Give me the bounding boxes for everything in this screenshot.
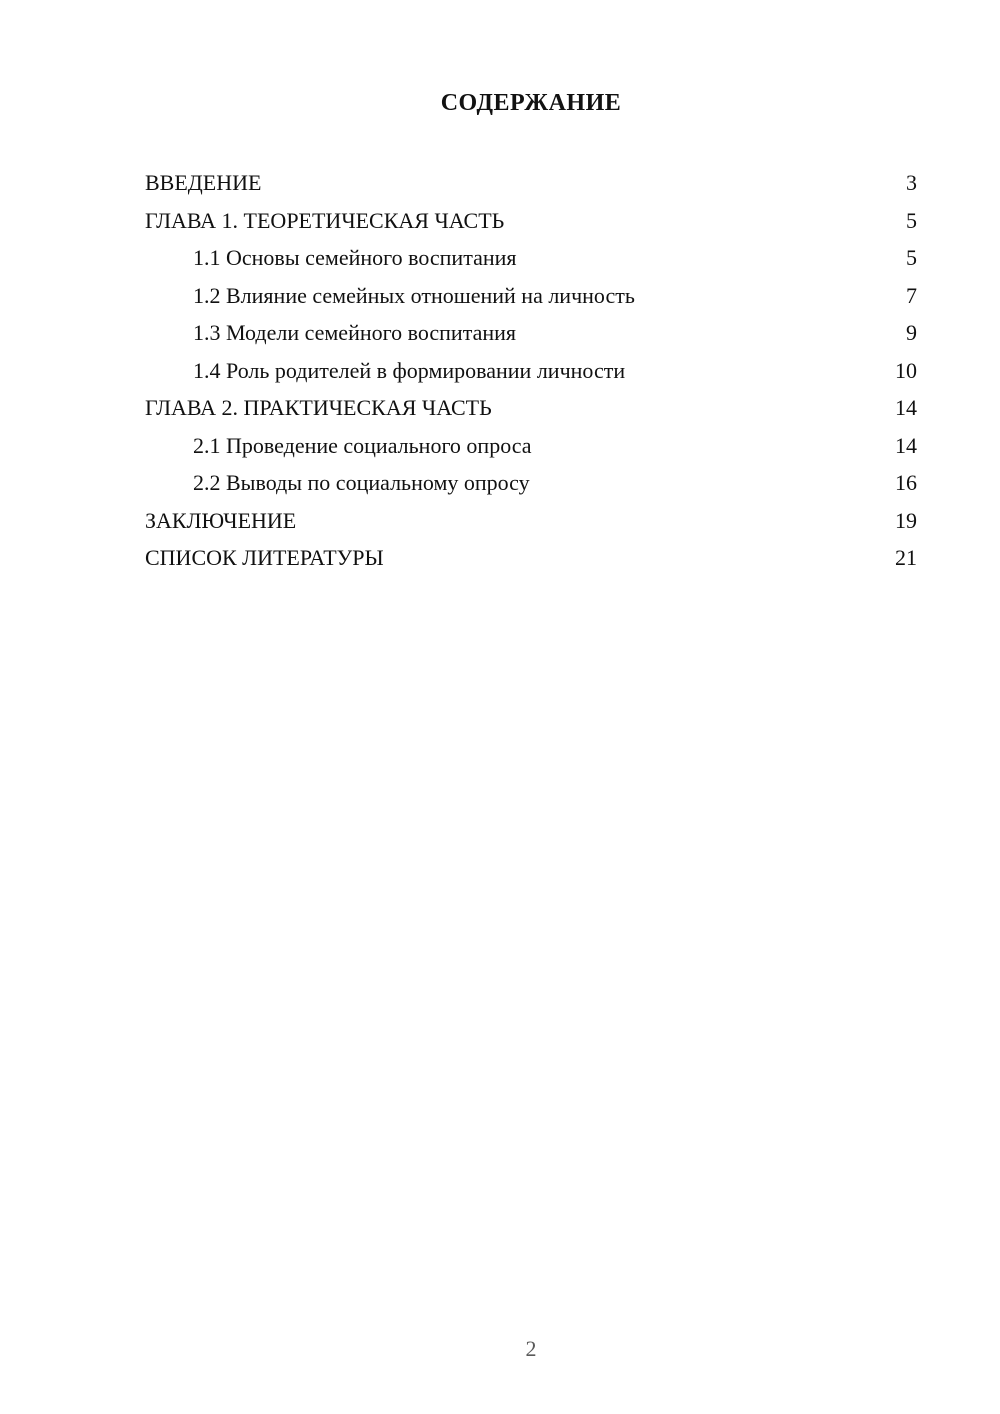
toc-entry bbox=[145, 164, 917, 202]
toc-entry-label: СПИСОК ЛИТЕРАТУРЫ bbox=[145, 545, 384, 570]
toc-entry-page-number: 14 bbox=[895, 395, 917, 420]
toc-entry-page-number: 21 bbox=[895, 545, 917, 570]
toc-entry bbox=[145, 464, 917, 502]
toc-entry-page-number: 7 bbox=[906, 282, 917, 308]
toc-entry-page-number: 14 bbox=[895, 432, 917, 458]
toc-entry-label: 2.2 Выводы по социальному опросу bbox=[193, 470, 530, 495]
toc-entry-page-number: 9 bbox=[906, 320, 917, 345]
toc-entry-page-number: 10 bbox=[895, 357, 917, 383]
toc-entry-label: ГЛАВА 2. ПРАКТИЧЕСКАЯ ЧАСТЬ bbox=[145, 395, 492, 420]
toc-entry-page-number: 3 bbox=[906, 170, 917, 195]
toc-entry bbox=[145, 239, 917, 277]
toc-entry-page-number: 19 bbox=[895, 507, 917, 533]
toc-entry-label: 1.2 Влияние семейных отношений на личность bbox=[193, 282, 635, 308]
toc-entry-label: ВВЕДЕНИЕ bbox=[145, 170, 262, 195]
toc-entry bbox=[145, 314, 917, 352]
page-title: СОДЕРЖАНИЕ bbox=[440, 90, 622, 116]
toc-entry-label: 1.4 Роль родителей в формировании личности bbox=[193, 357, 626, 383]
toc-entry-label: 2.1 Проведение социального опроса bbox=[193, 432, 532, 458]
toc-entry bbox=[145, 352, 917, 390]
toc-entry-label: ГЛАВА 1. ТЕОРЕТИЧЕСКАЯ ЧАСТЬ bbox=[145, 207, 505, 233]
toc-entry-label: ЗАКЛЮЧЕНИЕ bbox=[145, 507, 297, 533]
toc-entry-label: 1.1 Основы семейного воспитания bbox=[193, 245, 517, 270]
toc-entry bbox=[145, 502, 917, 540]
toc-entry bbox=[145, 389, 917, 427]
toc-entry bbox=[145, 427, 917, 465]
toc-entry-page-number: 16 bbox=[895, 470, 917, 495]
page-content bbox=[145, 0, 917, 577]
toc-entry bbox=[145, 202, 917, 240]
toc-entry-page-number: 5 bbox=[906, 207, 917, 233]
table-of-contents bbox=[145, 164, 917, 577]
toc-entry-label: 1.3 Модели семейного воспитания bbox=[193, 320, 517, 345]
toc-entry bbox=[145, 277, 917, 315]
toc-entry-page-number: 5 bbox=[906, 245, 917, 270]
footer-page-number: 2 bbox=[525, 1336, 537, 1361]
toc-entry bbox=[145, 539, 917, 577]
